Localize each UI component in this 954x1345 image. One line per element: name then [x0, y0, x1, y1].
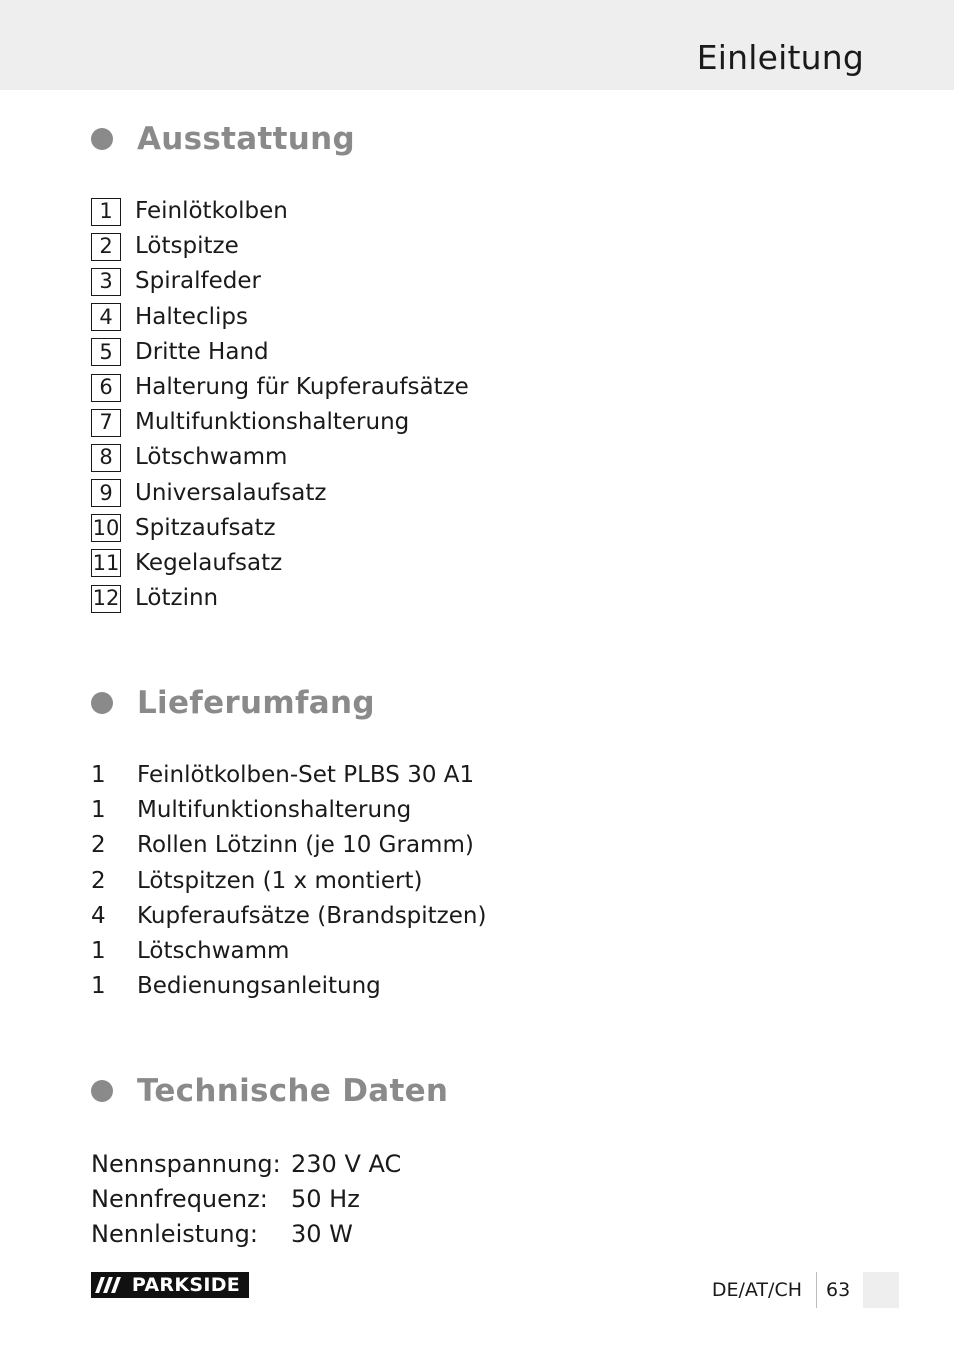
part-label: Multifunktionshalterung — [135, 409, 410, 436]
part-label: Feinlötkolben — [135, 198, 288, 225]
list-item — [91, 440, 469, 475]
tech-label: Nennspannung: — [91, 1149, 281, 1178]
section-header-equipment — [91, 119, 355, 159]
list-item — [91, 899, 486, 934]
part-label: Kegelaufsatz — [135, 549, 283, 576]
item-label: Kupferaufsätze (Brandspitzen) — [137, 902, 487, 929]
parkside-logo — [91, 1272, 249, 1298]
part-number: 11 — [91, 549, 121, 577]
list-item — [91, 934, 486, 969]
table-row — [91, 1181, 401, 1216]
item-quantity: 1 — [91, 762, 106, 789]
list-item — [91, 194, 469, 229]
item-label: Bedienungsanleitung — [137, 973, 381, 1000]
list-item — [91, 581, 469, 616]
item-quantity: 2 — [91, 832, 106, 859]
tech-label: Nennleistung: — [91, 1219, 258, 1248]
list-item — [91, 828, 486, 863]
part-number: 12 — [91, 585, 121, 613]
part-label: Universalaufsatz — [135, 479, 327, 506]
tech-value: 230 V AC — [291, 1149, 402, 1178]
bullet-icon — [91, 128, 113, 150]
list-item — [91, 370, 469, 405]
part-number: 1 — [91, 198, 121, 226]
part-number: 6 — [91, 374, 121, 402]
list-item — [91, 758, 486, 793]
bullet-icon — [91, 692, 113, 714]
part-number: 8 — [91, 444, 121, 472]
part-number: 10 — [91, 514, 121, 542]
item-label: Multifunktionshalterung — [137, 797, 412, 824]
bullet-icon — [91, 1080, 113, 1102]
section-title-equipment: Ausstattung — [137, 121, 355, 157]
item-quantity: 1 — [91, 973, 106, 1000]
page-title: Einleitung — [696, 38, 864, 77]
list-item — [91, 864, 486, 899]
part-label: Spitzaufsatz — [135, 514, 276, 541]
section-title-tech: Technische Daten — [137, 1073, 449, 1109]
tech-label: Nennfrequenz: — [91, 1184, 268, 1213]
item-quantity: 1 — [91, 797, 106, 824]
item-quantity: 4 — [91, 902, 106, 929]
footer-divider — [816, 1272, 817, 1308]
brand-name: PARKSIDE — [125, 1274, 247, 1296]
list-item — [91, 476, 469, 511]
tech-value: 30 W — [291, 1219, 353, 1248]
part-number: 7 — [91, 409, 121, 437]
section-title-scope: Lieferumfang — [137, 685, 375, 721]
list-item — [91, 969, 486, 1004]
part-label: Lötspitze — [135, 233, 239, 260]
tech-value: 50 Hz — [291, 1184, 360, 1213]
list-item — [91, 546, 469, 581]
item-label: Rollen Lötzinn (je 10 Gramm) — [137, 832, 474, 859]
part-number: 9 — [91, 479, 121, 507]
part-label: Spiralfeder — [135, 268, 261, 295]
list-item — [91, 511, 469, 546]
table-row — [91, 1216, 401, 1251]
tech-data-table — [91, 1146, 401, 1251]
table-row — [91, 1146, 401, 1181]
part-label: Lötzinn — [135, 585, 219, 612]
page-number: 63 — [826, 1279, 851, 1301]
part-label: Dritte Hand — [135, 338, 269, 365]
list-item — [91, 229, 469, 264]
item-quantity: 2 — [91, 867, 106, 894]
part-label: Lötschwamm — [135, 444, 288, 471]
list-item — [91, 793, 486, 828]
part-number: 5 — [91, 338, 121, 366]
list-item — [91, 335, 469, 370]
item-quantity: 1 — [91, 938, 106, 965]
footer-region: DE/AT/CH — [711, 1279, 802, 1301]
list-item — [91, 300, 469, 335]
item-label: Feinlötkolben-Set PLBS 30 A1 — [137, 762, 475, 789]
section-header-tech — [91, 1071, 448, 1111]
scope-list — [91, 758, 486, 1004]
part-label: Halterung für Kupferaufsätze — [135, 374, 469, 401]
part-label: Halteclips — [135, 303, 248, 330]
item-label: Lötspitzen (1 x montiert) — [137, 867, 423, 894]
logo-slashes-icon — [91, 1272, 125, 1298]
section-header-scope — [91, 683, 375, 723]
part-number: 2 — [91, 233, 121, 261]
list-item — [91, 264, 469, 299]
list-item — [91, 405, 469, 440]
equipment-list — [91, 194, 469, 616]
part-number: 4 — [91, 303, 121, 331]
part-number: 3 — [91, 268, 121, 296]
item-label: Lötschwamm — [137, 938, 290, 965]
footer-tab-box — [863, 1272, 899, 1308]
